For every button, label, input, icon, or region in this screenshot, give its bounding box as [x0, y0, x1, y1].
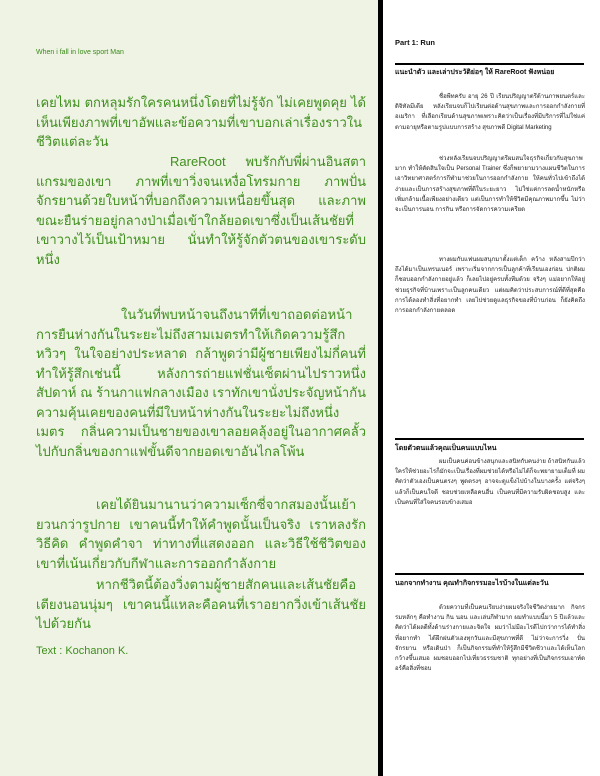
story-paragraph-1: RareRoot พบรักกับพี่ผ่านอินสตาแกรมของเขา ภาพที่เขาวิ่งจนเหงื่อโทรมกาย ภาพปั่นจักรยานด้วยใบหน้าที่บอกถึงความเหนื่อยขึ้นสุด และภาพขณะยืนร่ายอยู่กลางป่าเมื่อเข้าใกล้ยอดเขาซึ่งเป็นเส้นชัยที่เขาวางไว้เป็นเป้าหมาย นั่นทำให้รู้จักตัวตนของเขาระดับหนึ่ง	[36, 154, 366, 267]
page-eyebrow: When i fall in love sport Man	[36, 49, 124, 56]
intro-answer-1: ชื่อพีทครับ อายุ 26 ปี เรียนปริญญาตรีด้านภาพยนตร์และดิจิทัลมีเดีย หลังเรียนจบก็ไปเรียนต่อด้านสุขภาพและการออกกำลังกายที่อเมริกา ที่เลือกเรียนด้านสุขภาพเพราะคิดว่าเป็นเรื่องที่มีบริการที่ไม่ใช่แค่ตามอายุหรือตามรูปแบบการสร้าง สุขภาพดี Digital Marketing	[395, 94, 585, 131]
section-rule	[395, 63, 584, 65]
right-column	[383, 0, 600, 776]
section-heading-personality: โดยตัวตนแล้วคุณเป็นคนแบบไหน	[395, 445, 497, 452]
section-heading-intro: แนะนำตัว และเล่าประวัติย่อๆ ให้ RareRoot ฟังหน่อย	[395, 69, 555, 76]
story-paragraph-4: หากชีวิตนี้ต้องวิ่งตามผู้ชายสักคนและเส้นชัยคือเตียงนอนนุ่มๆ เขาคนนี้แหละคือคนที่เราอยากวิ่งเข้าเส้นชัยไปด้วยกัน	[36, 577, 366, 631]
personality-answer: ผมเป็นคนค่อนข้างสนุกและสนิทกับคนง่าย ถ้าสนิทกันแล้วใครให้ช่วยอะไรก็มักจะเป็นเรื่องที่ผมช่วยได้หรือไม่ได้ก็จะพยายามเต็มที่ ผมคิดว่าตัวเองเป็นคนตรงๆ พูดตรงๆ อาจจะดูแข็งไปบ้างในบางครั้ง แต่จริงๆ แล้วก็เป็นคนใจดี ชอบช่วยเหลือคนอื่น เป็นคนที่มีความรับผิดชอบสูง และเป็นคนที่ใส่ใจคนรอบข้างเสมอ	[395, 459, 585, 506]
intro-answer-2: ช่วงหลังเรียนจบปริญญาตรีผมสนใจธุรกิจเกี่ยวกับสุขภาพมาก ทำให้ตัดสินใจเป็น Personal Trainer ซึ่งก็พยายามวางแผนชีวิตในการเอาวิทยาศาสตร์การกีฬามาช่วยในการออกกำลังกาย ให้คนทั่วไปเข้าถึงได้ง่ายและเป็นการสร้างสุขภาพที่ดีในระยะยาว ไม่ใช่แค่การลดน้ำหนักหรือเพิ่มกล้ามเนื้อเพียงอย่างเดียว แต่เป็นการทำให้ชีวิตมีคุณภาพมากขึ้น ไม่ว่าจะเป็นการนอน การกิน หรือการจัดการความเครียด	[395, 156, 585, 214]
author-credit: Text : Kochanon K.	[36, 645, 129, 657]
part-label: Part 1: Run	[395, 38, 436, 47]
story-paragraph-3: เคยได้ยินมานานว่าความเซ็กซี่จากสมองนั้นเย้ายวนกว่ารูปกาย เขาคนนี้ทำให้คำพูดนั้นเป็นจริง เราหลงรักวิธีคิด คำพูดคำจา ท่าทางที่แสดงออก และวิธีใช้ชีวิตของเขาที่เน้นเกี่ยวกับกีฬาและการออกกำลังกาย	[36, 497, 366, 571]
intro-paragraph: เคยไหม ตกหลุมรักใครคนหนึ่งโดยที่ไม่รู้จัก ไม่เคยพูดคุย ได้เห็นเพียงภาพที่เขาอัพและข้อความที่เขาบอกเล่าเรื่องราวในชีวิตแต่ละวัน	[36, 95, 366, 149]
section-heading-activities: นอกจากทำงาน คุณทำกิจกรรมอะไรบ้างในแต่ละวัน	[395, 580, 549, 587]
story-paragraph-2: ในวันที่พบหน้าจนถึงนาทีที่เขาถอดต่อหน้าการยืนห่างกันในระยะไม่ถึงสามเมตรทำให้เกิดความรู้สึกหวิวๆ ในใจอย่างประหลาด กล้าพูดว่ามีผู้ชายเพียงไม่กี่คนที่ทำให้รู้สึกเช่นนี้ หลังการถ่ายแฟชั่นเซ็ตผ่านไปราวหนึ่งสัปดาห์ ณ ร้านกาแฟกลางเมือง เราทักเขานั่งประจัญหน้ากัน ความคุ้นเคยของคนที่มีใบหน้าห่างกันในระยะไม่ถึงหนึ่งเมตร กลิ่นความเป็นชายของเขาลอยคลุ้งอยู่ในอากาศคลั้วไปกับกลิ่นของกาแฟขั้นดีจากยอดเขาอันไกลโพ้น	[36, 307, 366, 459]
section-rule	[395, 573, 584, 575]
section-rule	[395, 438, 584, 440]
activities-answer: ด้วยความที่เป็นคนเรียบง่ายผมจริงใจชีวิตง่ายมาก กิจกรรมหลักๆ คือทำงาน กิน นอน และเล่นกีฬามาก ผมทำแบบนี้มา 5 ปีแล้วและคิดว่าได้ผลดีทั้งด้านร่างกายและจิตใจ ผมว่าไม่มีอะไรดีไปกว่าการได้ทำสิ่งที่อยากทำ ได้ฝึกฝนตัวเองทุกวันและมีสุขภาพที่ดี ไม่ว่าจะการวิ่ง ปั่นจักรยาน หรือเดินป่า ก็เป็นกิจกรรมที่ทำให้รู้สึกมีชีวิตชีวาและได้เห็นโลกกว้างขึ้นเสมอ ผมชอบออกไปเที่ยวธรรมชาติ ทุกอย่างที่เป็นกิจกรรมเอาท์ดอร์คือสิ่งที่ชอบ	[395, 605, 585, 673]
intro-answer-3: ทางผมกับแฟนผมสนุกมาตั้งแต่เด็ก คว้าง หลังสามปีกว่าถึงได้มาเป็นเทรนเนอร์ เพราะเริ่มจากการเป็นลูกค้าที่เรียนเองก่อน ปกติผมก็ชอบออกกำลังกายอยู่แล้ว ก็เลยไปอยู่ครบทั้งทีมด้วย จริงๆ แม่อยากให้อยู่ช่วยธุรกิจที่บ้านเพราะเป็นลูกคนเดียว แต่ผมคิดว่าประสบการณ์ที่ดีที่สุดคือการได้ลองทำสิ่งที่อยากทำ เลยไปช่วยดูแลธุรกิจของที่บ้านก่อน ก็ยังคิดถึงการออกกำลังกายตลอด	[395, 257, 585, 315]
